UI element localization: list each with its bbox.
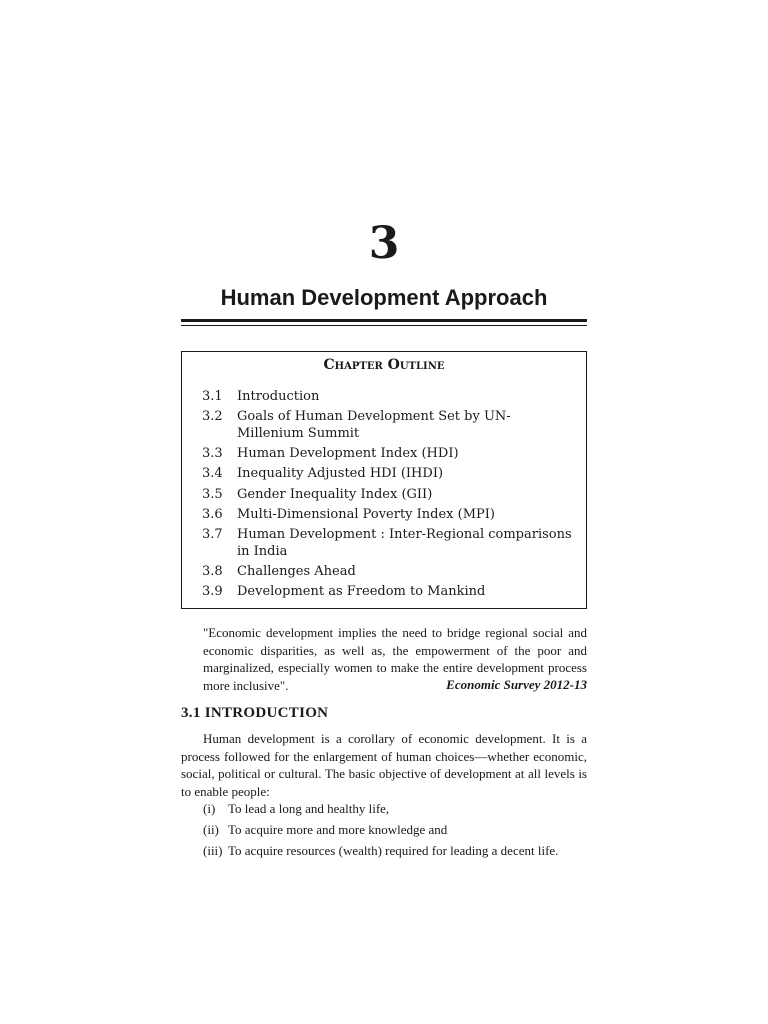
outline-item [202, 584, 572, 601]
title-divider-thin [181, 325, 587, 326]
outline-item [202, 466, 572, 483]
outline-item [202, 507, 572, 524]
outline-item-number: 3.3 [202, 446, 223, 462]
outline-item-number: 3.8 [202, 564, 223, 580]
outline-item [202, 527, 572, 560]
list-item-marker: (i) [203, 801, 216, 816]
chapter-outline-list [202, 389, 572, 605]
outline-item-text: Human Development : Inter-Regional comparisons in India [237, 527, 572, 559]
list-item-text: To acquire resources (wealth) required for leading a decent life. [228, 843, 559, 858]
outline-item [202, 487, 572, 504]
list-item [203, 821, 587, 838]
title-divider-thick [181, 319, 587, 322]
outline-item-number: 3.5 [202, 486, 223, 502]
outline-item [202, 389, 572, 406]
outline-item-text: Goals of Human Development Set by UN-Millenium Summit [237, 409, 511, 441]
outline-item-text: Multi-Dimensional Poverty Index (MPI) [237, 506, 495, 522]
outline-item-number: 3.2 [202, 409, 223, 425]
outline-item-text: Gender Inequality Index (GII) [237, 486, 433, 502]
section-heading: 3.1 INTRODUCTION [181, 705, 329, 721]
outline-item-number: 3.1 [202, 389, 223, 404]
outline-item [202, 409, 572, 442]
list-item [203, 842, 587, 859]
chapter-outline-heading: Chapter Outline [323, 357, 445, 373]
list-item-text: To lead a long and healthy life, [228, 801, 390, 816]
outline-item-number: 3.9 [202, 584, 223, 600]
epigraph-source: Economic Survey 2012-13 [446, 677, 587, 692]
chapter-number: 3 [368, 218, 400, 269]
chapter-outline-box [181, 351, 587, 609]
epigraph-quote: "Economic development implies the need to bridge regional social and economic disparities, as well as, the empowerment of the poor and marginalized, especially women to make the entire development process more inclusive". [203, 625, 587, 693]
chapter-title: Human Development Approach [220, 285, 548, 310]
list-item-marker: (ii) [203, 822, 219, 837]
outline-item [202, 564, 572, 581]
list-item [203, 800, 587, 817]
outline-item-number: 3.6 [202, 506, 223, 522]
outline-item-number: 3.4 [202, 466, 223, 482]
outline-item-text: Development as Freedom to Mankind [237, 584, 486, 600]
section-paragraph: Human development is a corollary of economic development. It is a process followed for the enlargement of human choices—whether economic, social, political or cultural. The basic objective of development at all levels is to enable people: [181, 731, 587, 799]
objectives-list [203, 800, 587, 863]
list-item-marker: (iii) [203, 843, 223, 858]
outline-item-text: Introduction [237, 389, 320, 404]
outline-item-number: 3.7 [202, 527, 223, 543]
outline-item-text: Inequality Adjusted HDI (IHDI) [237, 466, 444, 482]
outline-item-text: Challenges Ahead [237, 564, 356, 580]
list-item-text: To acquire more and more knowledge and [228, 822, 448, 837]
outline-item-text: Human Development Index (HDI) [237, 446, 459, 462]
outline-item [202, 446, 572, 463]
